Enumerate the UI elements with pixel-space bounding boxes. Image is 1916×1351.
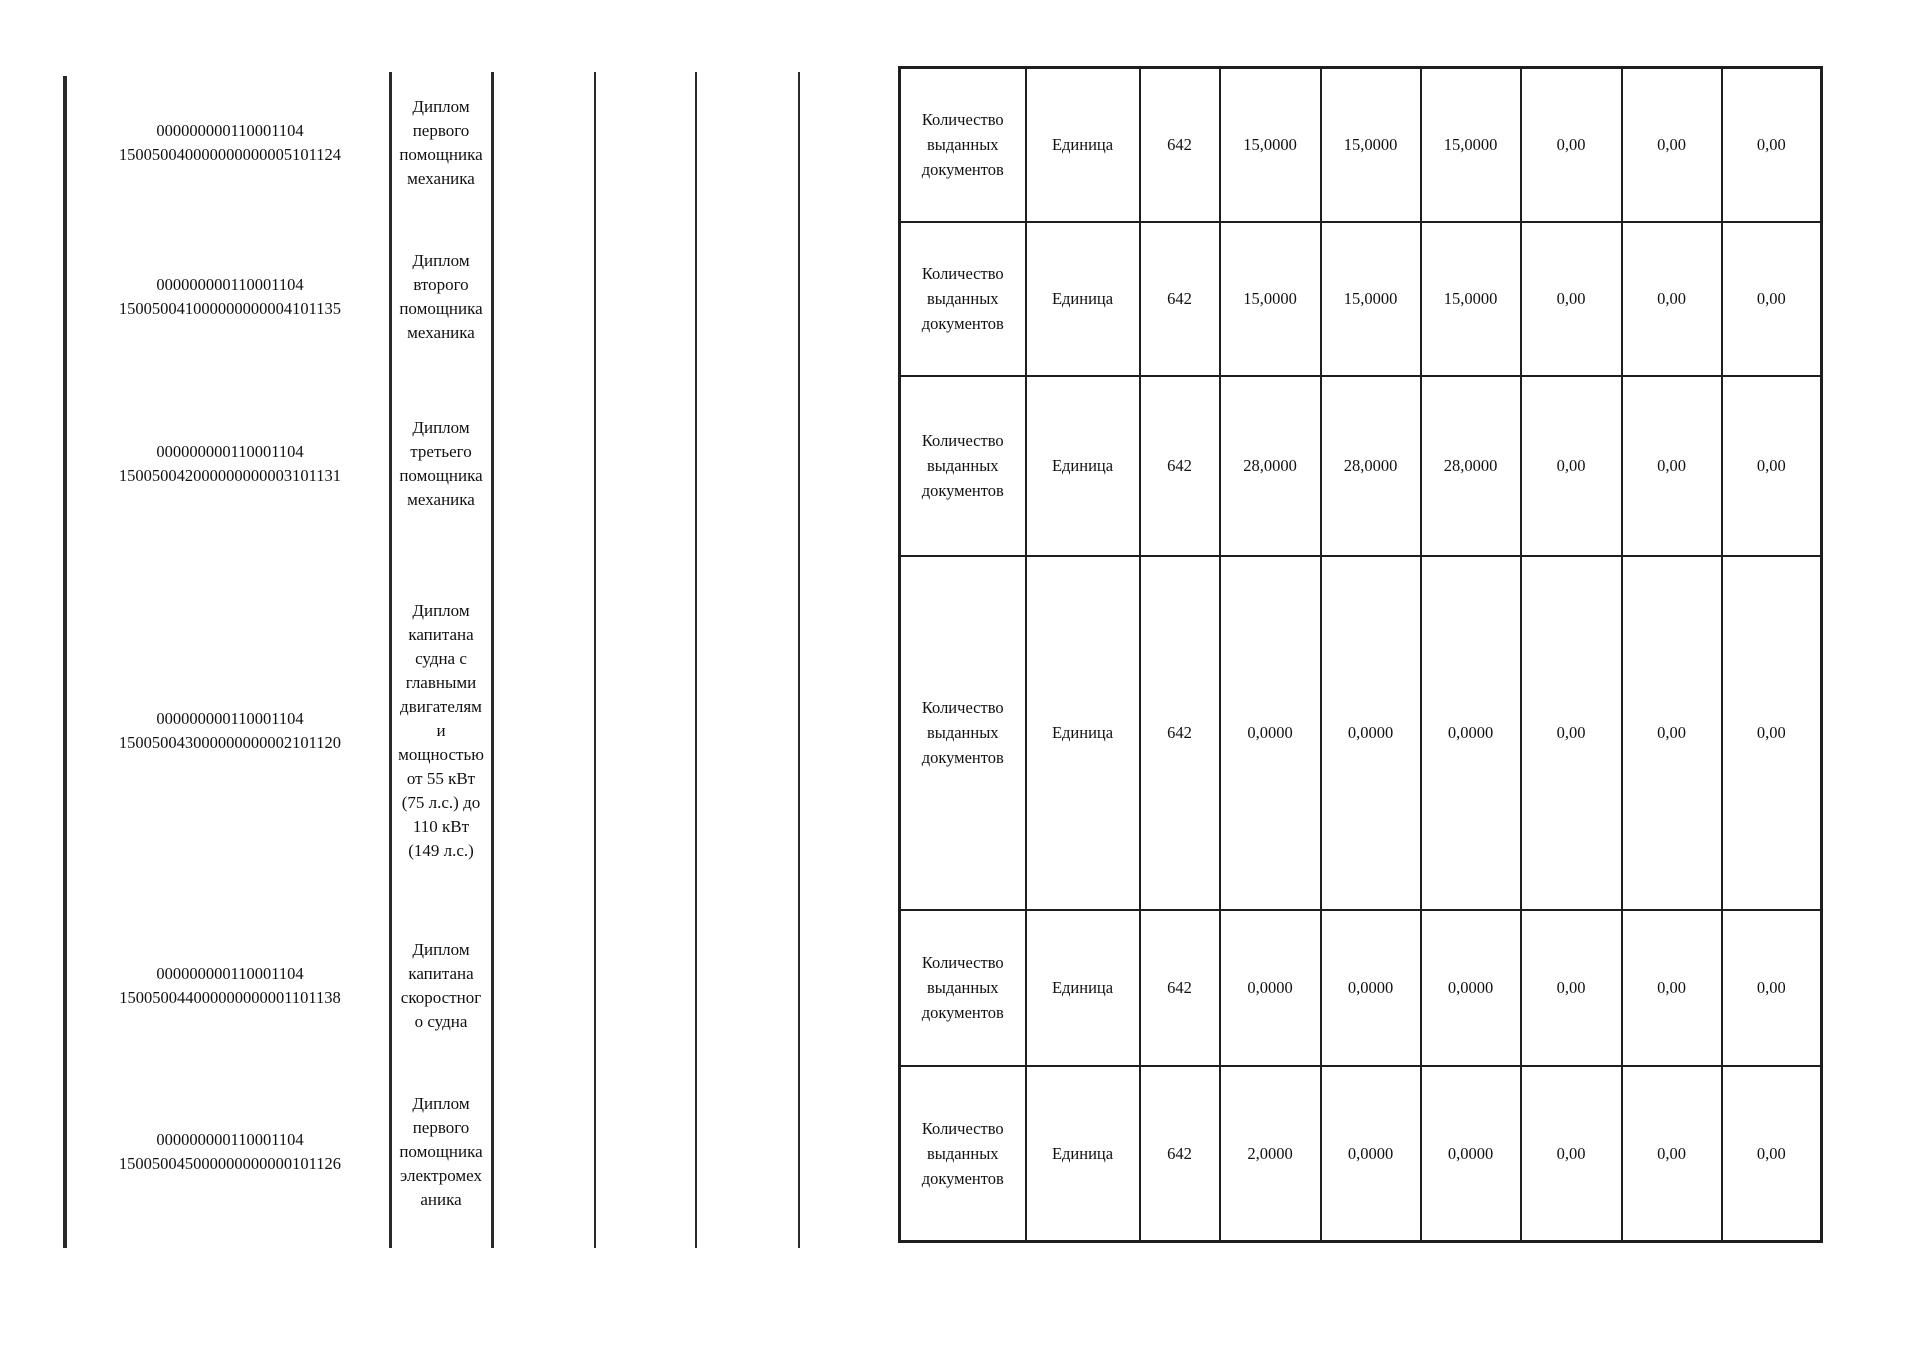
table-row bbox=[900, 376, 1822, 556]
value-cell: 0,0000 bbox=[1421, 1066, 1521, 1242]
name-line: капитана bbox=[408, 625, 474, 644]
indicator-cell: Количество выданных документов bbox=[900, 68, 1026, 222]
code-line: 150050045000000000000101126 bbox=[118, 1154, 342, 1173]
deviation-cell: 0,00 bbox=[1722, 68, 1822, 222]
deviation-cell: 0,00 bbox=[1622, 68, 1722, 222]
value-cell: 15,0000 bbox=[1421, 222, 1521, 376]
value-cell: 15,0000 bbox=[1421, 68, 1521, 222]
name-line: скоростног bbox=[400, 988, 482, 1007]
table-row bbox=[900, 68, 1822, 222]
table-row bbox=[900, 222, 1822, 376]
name-line: первого bbox=[412, 121, 470, 140]
value-cell: 15,0000 bbox=[1220, 222, 1321, 376]
unit-cell: Единица bbox=[1026, 68, 1140, 222]
document-name bbox=[393, 1064, 489, 1240]
name-line: механика bbox=[407, 323, 475, 342]
value-cell: 0,0000 bbox=[1321, 556, 1421, 910]
name-line: помощника bbox=[399, 466, 483, 485]
name-line: от 55 кВт bbox=[406, 769, 476, 788]
deviation-cell: 0,00 bbox=[1521, 910, 1622, 1066]
deviation-cell: 0,00 bbox=[1622, 556, 1722, 910]
name-line: капитана bbox=[408, 964, 474, 983]
unit-cell: Единица bbox=[1026, 222, 1140, 376]
value-cell: 0,0000 bbox=[1220, 910, 1321, 1066]
deviation-cell: 0,00 bbox=[1521, 222, 1622, 376]
code-line: 150050042000000000003101131 bbox=[118, 466, 342, 485]
name-line: Диплом bbox=[412, 97, 470, 116]
table-row bbox=[900, 1066, 1822, 1242]
name-line: (149 л.с.) bbox=[408, 841, 474, 860]
name-line: аника bbox=[420, 1190, 462, 1209]
registry-code bbox=[70, 554, 390, 908]
name-line: главными bbox=[405, 673, 477, 692]
deviation-cell: 0,00 bbox=[1722, 376, 1822, 556]
okei-cell: 642 bbox=[1140, 556, 1220, 910]
deviation-cell: 0,00 bbox=[1521, 68, 1622, 222]
okei-cell: 642 bbox=[1140, 222, 1220, 376]
value-cell: 2,0000 bbox=[1220, 1066, 1321, 1242]
name-line: помощника bbox=[399, 1142, 483, 1161]
code-line: 150050041000000000004101135 bbox=[118, 299, 342, 318]
registry-code bbox=[70, 1064, 390, 1240]
indicator-cell: Количество выданных документов bbox=[900, 376, 1026, 556]
name-line: о судна bbox=[414, 1012, 468, 1031]
name-line: 110 кВт bbox=[412, 817, 470, 836]
document-name bbox=[393, 374, 489, 554]
name-line: помощника bbox=[399, 145, 483, 164]
code-line: 150050040000000000005101124 bbox=[118, 145, 342, 164]
name-line: Диплом bbox=[412, 418, 470, 437]
deviation-cell: 0,00 bbox=[1622, 222, 1722, 376]
deviation-cell: 0,00 bbox=[1722, 556, 1822, 910]
name-line: второго bbox=[413, 275, 469, 294]
registry-code bbox=[70, 220, 390, 374]
name-line: Диплом bbox=[412, 601, 470, 620]
deviation-cell: 0,00 bbox=[1521, 376, 1622, 556]
table-row bbox=[900, 910, 1822, 1066]
column-rule bbox=[695, 72, 697, 1248]
unit-cell: Единица bbox=[1026, 556, 1140, 910]
column-rule bbox=[594, 72, 596, 1248]
value-cell: 28,0000 bbox=[1220, 376, 1321, 556]
column-rule bbox=[798, 72, 800, 1248]
deviation-cell: 0,00 bbox=[1622, 376, 1722, 556]
okei-cell: 642 bbox=[1140, 1066, 1220, 1242]
indicator-cell: Количество выданных документов bbox=[900, 222, 1026, 376]
code-line: 150050043000000000002101120 bbox=[118, 733, 342, 752]
value-cell: 0,0000 bbox=[1421, 910, 1521, 1066]
deviation-cell: 0,00 bbox=[1521, 1066, 1622, 1242]
value-cell: 15,0000 bbox=[1220, 68, 1321, 222]
value-cell: 0,0000 bbox=[1421, 556, 1521, 910]
deviation-cell: 0,00 bbox=[1622, 1066, 1722, 1242]
name-line: электромех bbox=[400, 1166, 482, 1185]
deviation-cell: 0,00 bbox=[1722, 222, 1822, 376]
document-name bbox=[393, 908, 489, 1064]
value-cell: 15,0000 bbox=[1321, 68, 1421, 222]
okei-cell: 642 bbox=[1140, 68, 1220, 222]
name-line: двигателям bbox=[400, 697, 482, 716]
indicator-cell: Количество выданных документов bbox=[900, 1066, 1026, 1242]
unit-cell: Единица bbox=[1026, 376, 1140, 556]
name-line: Диплом bbox=[412, 251, 470, 270]
registry-code bbox=[70, 374, 390, 554]
code-line: 150050044000000000001101138 bbox=[119, 988, 341, 1007]
document-name bbox=[393, 66, 489, 220]
okei-cell: 642 bbox=[1140, 376, 1220, 556]
left-border-rule bbox=[63, 76, 67, 1248]
name-line: механика bbox=[407, 169, 475, 188]
code-line: 000000000110001104 bbox=[156, 709, 304, 728]
value-cell: 15,0000 bbox=[1321, 222, 1421, 376]
indicator-cell: Количество выданных документов bbox=[900, 910, 1026, 1066]
code-line: 000000000110001104 bbox=[156, 275, 304, 294]
indicator-cell: Количество выданных документов bbox=[900, 556, 1026, 910]
code-line: 000000000110001104 bbox=[156, 442, 304, 461]
name-line: механика bbox=[407, 490, 475, 509]
name-line: и bbox=[436, 721, 446, 740]
name-line: мощностью bbox=[398, 745, 484, 764]
value-cell: 28,0000 bbox=[1321, 376, 1421, 556]
name-line: (75 л.с.) до bbox=[401, 793, 481, 812]
unit-cell: Единица bbox=[1026, 910, 1140, 1066]
code-line: 000000000110001104 bbox=[156, 1130, 304, 1149]
value-cell: 28,0000 bbox=[1421, 376, 1521, 556]
deviation-cell: 0,00 bbox=[1722, 1066, 1822, 1242]
value-cell: 0,0000 bbox=[1321, 910, 1421, 1066]
name-line: Диплом bbox=[412, 1094, 470, 1113]
registry-code bbox=[70, 66, 390, 220]
document-name bbox=[393, 220, 489, 374]
value-cell: 0,0000 bbox=[1321, 1066, 1421, 1242]
document-name bbox=[393, 590, 489, 872]
name-line: судна с bbox=[415, 649, 467, 668]
deviation-cell: 0,00 bbox=[1622, 910, 1722, 1066]
name-line: помощника bbox=[399, 299, 483, 318]
code-line: 000000000110001104 bbox=[156, 121, 304, 140]
deviation-cell: 0,00 bbox=[1722, 910, 1822, 1066]
name-line: первого bbox=[412, 1118, 470, 1137]
column-rule bbox=[491, 72, 494, 1248]
table-row bbox=[900, 556, 1822, 910]
name-line: Диплом bbox=[412, 940, 470, 959]
registry-code bbox=[70, 908, 390, 1064]
name-line: третьего bbox=[410, 442, 472, 461]
code-line: 000000000110001104 bbox=[156, 964, 304, 983]
value-cell: 0,0000 bbox=[1220, 556, 1321, 910]
unit-cell: Единица bbox=[1026, 1066, 1140, 1242]
okei-cell: 642 bbox=[1140, 910, 1220, 1066]
indicators-table bbox=[898, 66, 1823, 1243]
deviation-cell: 0,00 bbox=[1521, 556, 1622, 910]
